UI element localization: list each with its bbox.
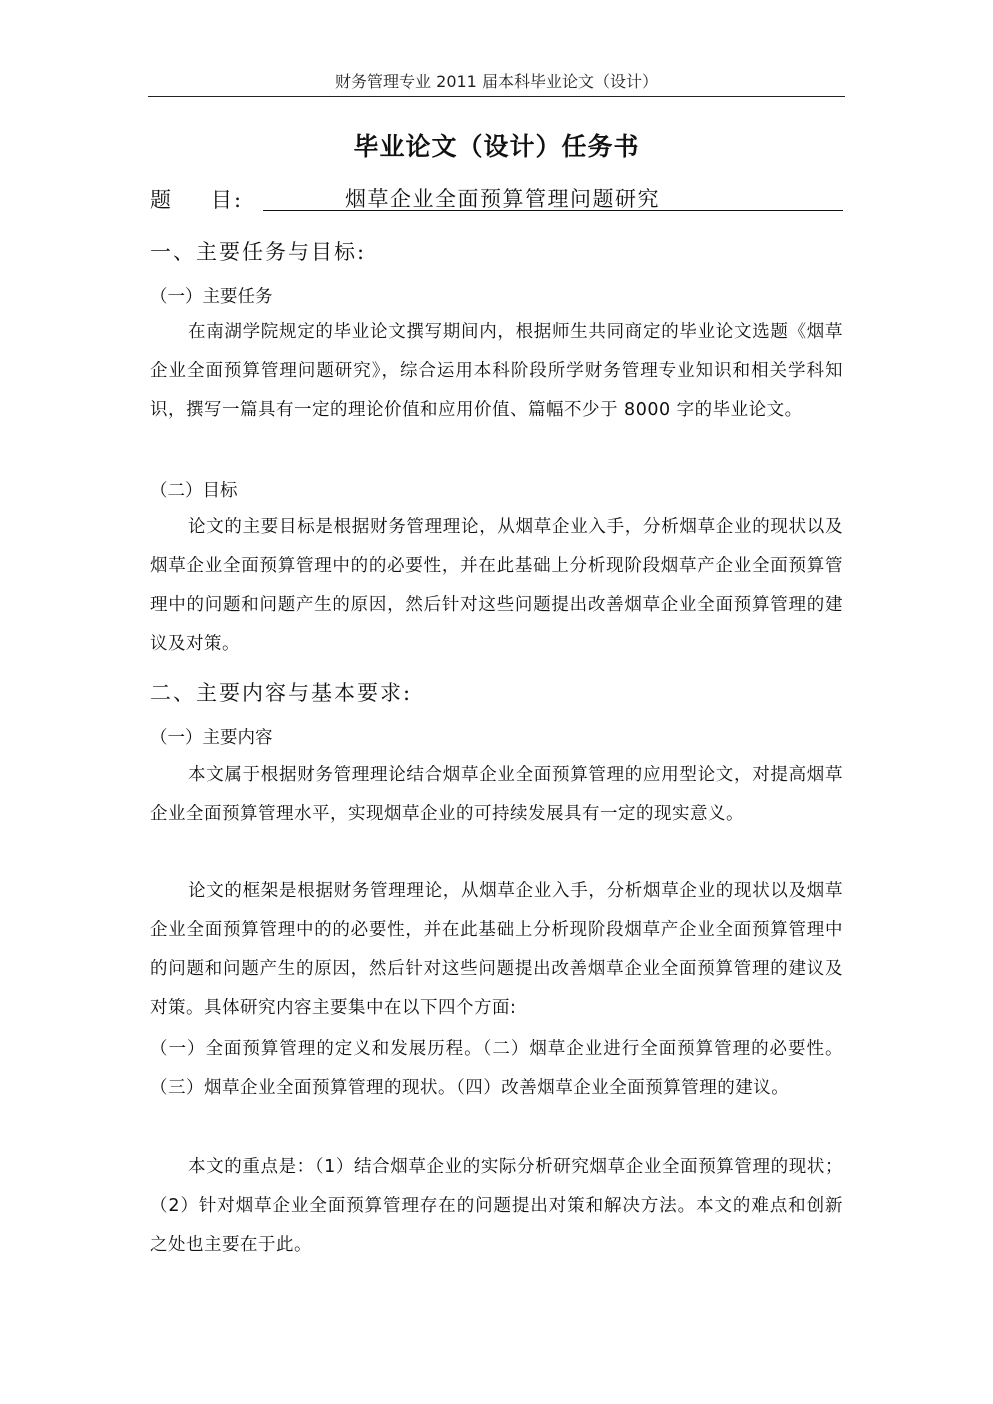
section1-sub1-heading: （一）主要任务 [150,287,273,307]
topic-label [150,186,243,214]
section1-heading: 一、主要任务与目标: [150,240,367,264]
topic-value: 烟草企业全面预算管理问题研究 [345,187,660,211]
section2-paragraph-3: （一）全面预算管理的定义和发展历程。（二）烟草企业进行全面预算管理的必要性。（三）烟草企业全面预算管理的现状。（四）改善烟草企业全面预算管理的建议。 [150,1039,843,1098]
page-title: 毕业论文（设计）任务书 [353,132,640,161]
running-header: 财务管理专业 2011 届本科毕业论文（设计） [335,72,658,91]
section2-sub1-heading: （一）主要内容 [150,728,273,748]
section1-sub2-heading: （二）目标 [150,481,238,501]
section2-paragraph-4: 本文的重点是：（1）结合烟草企业的实际分析研究烟草企业全面预算管理的现状；（2）针对烟草企业全面预算管理存在的问题提出对策和解决方法。本文的难点和创新之处也主要在于此。 [150,1157,843,1255]
section1-sub2-paragraph: 论文的主要目标是根据财务管理理论，从烟草企业入手，分析烟草企业的现状以及烟草企业全面预算管理中的的必要性，并在此基础上分析现阶段烟草产企业全面预算管理中的问题和问题产生的原因，然后针对这些问题提出改善烟草企业全面预算管理的建议及对策。 [150,517,843,654]
header-rule [148,96,845,97]
section2-heading: 二、主要内容与基本要求: [150,681,413,705]
section1-sub1-paragraph: 在南湖学院规定的毕业论文撰写期间内，根据师生共同商定的毕业论文选题《烟草企业全面预算管理问题研究》，综合运用本科阶段所学财务管理专业知识和相关学科知识，撰写一篇具有一定的理论价值和应用价值、篇幅不少于 8000 字的毕业论文。 [150,322,843,420]
topic-label-left: 题 [150,188,173,212]
section2-paragraph-1: 本文属于根据财务管理理论结合烟草企业全面预算管理的应用型论文，对提高烟草企业全面预算管理水平，实现烟草企业的可持续发展具有一定的现实意义。 [150,765,843,824]
section2-paragraph-2: 论文的框架是根据财务管理理论，从烟草企业入手，分析烟草企业的现状以及烟草企业全面预算管理中的的必要性，并在此基础上分析现阶段烟草产企业全面预算管理中的问题和问题产生的原因，然后针对这些问题提出改善烟草企业全面预算管理的建议及对策。具体研究内容主要集中在以下四个方面: [150,881,843,1018]
topic-label-right: 目: [211,188,244,212]
